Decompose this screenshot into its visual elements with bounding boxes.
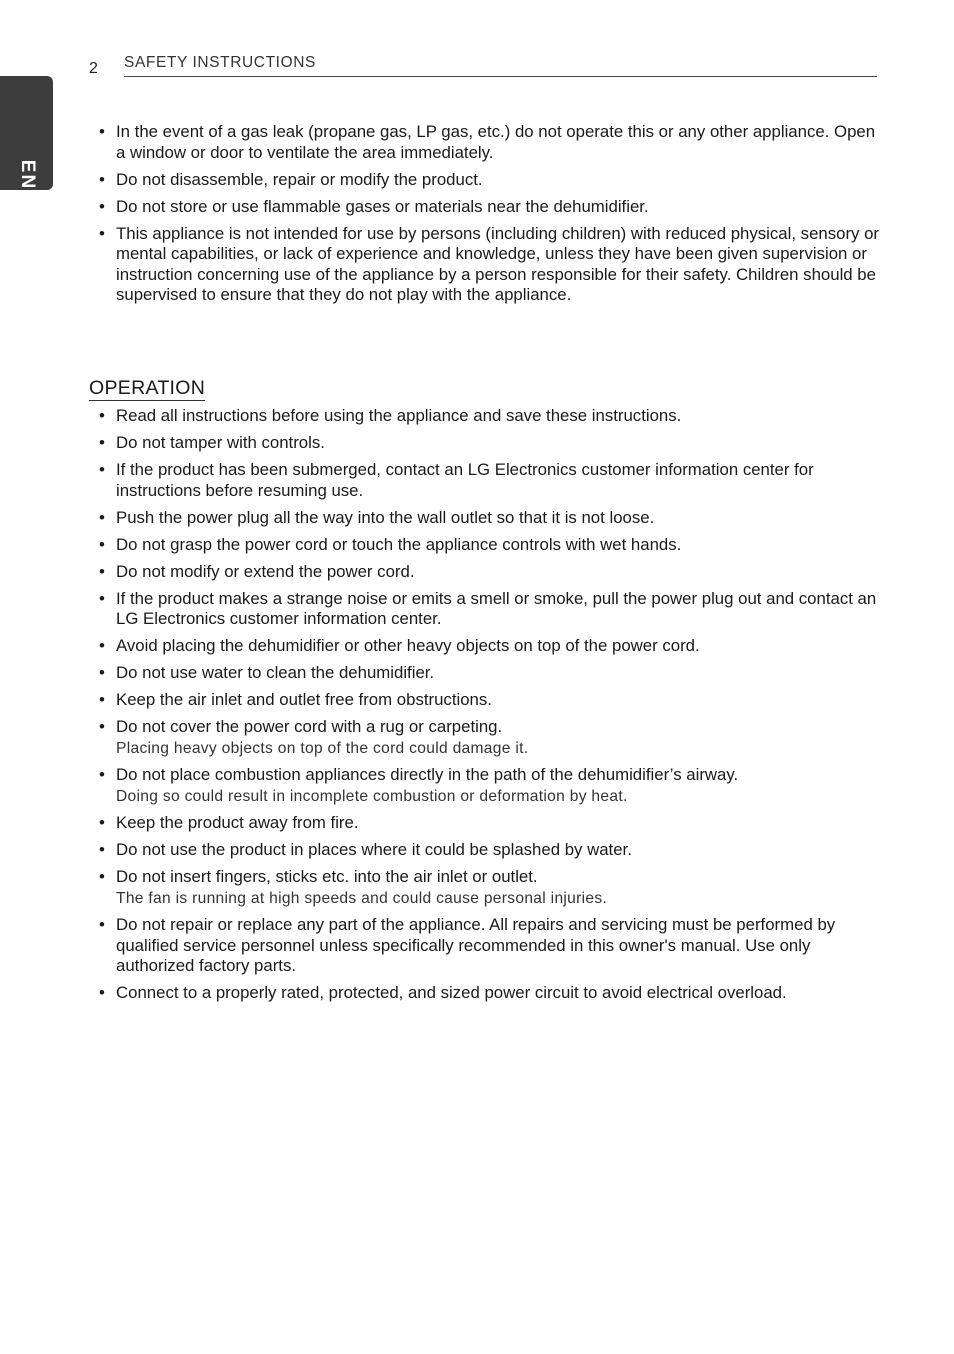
operation-item-text: Do not tamper with controls. <box>116 432 325 452</box>
operation-item-note: Placing heavy objects on top of the cord could damage it. <box>116 739 529 757</box>
operation-item <box>99 867 884 909</box>
operation-item-text: Keep the air inlet and outlet free from obstructions. <box>116 690 492 710</box>
operation-item <box>99 983 884 1004</box>
operation-item <box>99 589 884 630</box>
operation-item <box>99 406 884 427</box>
operation-item <box>99 717 884 759</box>
operation-item <box>99 433 884 454</box>
operation-list <box>99 406 884 1010</box>
operation-item-text: Do not use water to clean the dehumidifier. <box>116 663 435 683</box>
operation-item <box>99 813 884 834</box>
operation-item <box>99 460 884 501</box>
operation-item-note: The fan is running at high speeds and could cause personal injuries. <box>116 889 608 907</box>
operation-item <box>99 690 884 711</box>
operation-item-text: Do not grasp the power cord or touch the appliance controls with wet hands. <box>116 534 682 554</box>
safety-item-disassemble: • Do not disassemble, repair or modify the product. <box>99 170 884 191</box>
operation-item-text: Keep the product away from fire. <box>116 813 359 832</box>
operation-item-note: Doing so could result in incomplete combustion or deformation by heat. <box>116 787 628 805</box>
operation-item-text: If the product has been submerged, contact an LG Electronics customer information center for instructions before resuming use. <box>116 459 814 500</box>
operation-item <box>99 840 884 861</box>
operation-item <box>99 562 884 583</box>
operation-item-text: Push the power plug all the way into the wall outlet so that it is not loose. <box>116 507 655 527</box>
operation-item <box>99 508 884 529</box>
operation-item-text: Do not repair or replace any part of the appliance. All repairs and servicing must be performed by qualified service personnel unless specifically recommended in this owner's manual. Use only authorized factory parts. <box>116 914 836 976</box>
operation-item <box>99 663 884 684</box>
operation-item <box>99 765 884 807</box>
page-number: 2 <box>89 60 98 77</box>
safety-list <box>99 122 884 312</box>
operation-item-text: Avoid placing the dehumidifier or other heavy objects on top of the power cord. <box>116 636 700 656</box>
operation-item-text: Connect to a properly rated, protected, and sized power circuit to avoid electrical overload. <box>116 983 787 1003</box>
operation-item-text: Do not insert fingers, sticks etc. into the air inlet or outlet. <box>116 866 538 886</box>
safety-item-flammable: • Do not store or use flammable gases or materials near the dehumidifier. <box>99 197 884 218</box>
operation-item-text: If the product makes a strange noise or emits a smell or smoke, pull the power plug out and contact an LG Electronics customer information center. <box>116 588 877 629</box>
operation-item-text: Do not use the product in places where it could be splashed by water. <box>116 839 632 859</box>
language-tab-label: ENGLISH <box>17 159 38 259</box>
operation-item-text: Do not place combustion appliances directly in the path of the dehumidifier’s airway. <box>116 765 739 785</box>
operation-item <box>99 636 884 657</box>
header-divider <box>124 76 877 77</box>
safety-item-capabilities: • This appliance is not intended for use by persons (including children) with reduced physical, sensory or mental capabilities, or lack of experience and knowledge, unless they have been given supervision or instruction concerning use of the appliance by a person responsible for their safety. Children should be supervised to ensure that they do not play with the appliance. <box>99 224 884 306</box>
operation-heading: OPERATION <box>89 377 206 399</box>
section-title: SAFETY INSTRUCTIONS <box>124 54 316 71</box>
operation-item <box>99 915 884 977</box>
operation-item-text: Read all instructions before using the appliance and save these instructions. <box>116 406 682 425</box>
operation-item-text: Do not cover the power cord with a rug or carpeting. <box>116 717 503 737</box>
language-tab <box>0 76 53 259</box>
operation-item <box>99 535 884 556</box>
operation-item-text: Do not modify or extend the power cord. <box>116 561 415 581</box>
safety-item-gas-leak: • In the event of a gas leak (propane gas, LP gas, etc.) do not operate this or any other appliance. Open a window or door to ventilate the area immediately. <box>99 122 884 163</box>
